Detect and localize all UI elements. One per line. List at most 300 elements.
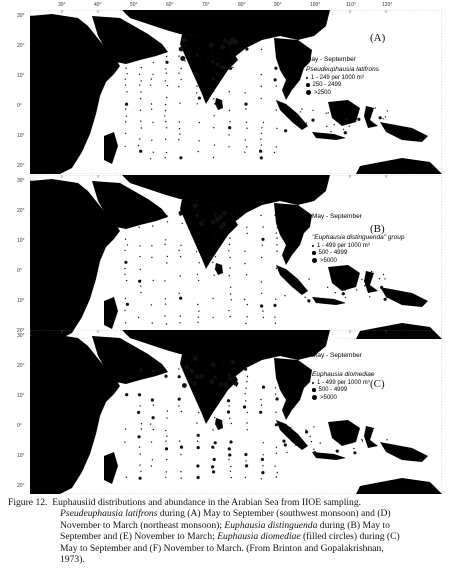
legend-row [306, 82, 379, 88]
station-dot [383, 118, 384, 119]
station-dot [345, 297, 346, 298]
station-dot [289, 281, 290, 282]
station-dot [232, 55, 233, 56]
station-dot [305, 429, 306, 430]
station-dot [212, 78, 215, 81]
station-dot [386, 439, 387, 440]
dot-large-icon [312, 258, 317, 263]
station-dot [276, 397, 279, 400]
dot-medium-icon [306, 83, 310, 87]
station-dot [178, 139, 179, 140]
station-dot [277, 376, 278, 377]
station-dot [151, 78, 152, 79]
caption-text: 1973). [60, 554, 85, 566]
station-dot [334, 124, 335, 125]
station-dot [274, 78, 277, 81]
station-dot [220, 45, 225, 50]
station-dot [185, 202, 186, 203]
caption-species: Euphausia distinguenda [224, 519, 318, 531]
station-dot [245, 139, 246, 140]
station-dot [124, 261, 127, 264]
legend-season: May - September [306, 56, 356, 63]
station-dot [229, 227, 230, 228]
caption-line [60, 508, 452, 519]
new-guinea-landmass [380, 122, 428, 142]
station-dot [165, 157, 166, 158]
station-dot [216, 377, 217, 378]
station-dot [222, 60, 223, 61]
station-dot [198, 97, 201, 100]
station-dot [205, 370, 206, 371]
station-dot [276, 146, 277, 147]
station-dot [151, 108, 152, 109]
station-dot [361, 279, 362, 280]
station-dot [244, 299, 245, 300]
station-dot [140, 471, 141, 472]
longitude-tick-label: 120° [382, 2, 393, 8]
station-dot [166, 459, 167, 460]
station-dot [274, 152, 275, 153]
station-dot [233, 39, 238, 44]
station-dot [181, 68, 182, 69]
station-dot [165, 104, 166, 105]
station-dot [126, 303, 129, 306]
station-dot [295, 445, 296, 446]
station-dot [379, 116, 382, 119]
station-dot [230, 359, 235, 364]
station-dot [261, 238, 264, 241]
station-dot [153, 429, 154, 430]
station-dot [244, 251, 245, 252]
station-dot [217, 361, 218, 362]
station-dot [357, 118, 360, 121]
station-dot [219, 225, 224, 230]
station-dot [214, 239, 215, 240]
station-dot [140, 285, 141, 286]
station-dot [245, 477, 246, 478]
station-dot [262, 465, 263, 466]
station-dot [182, 208, 183, 209]
station-dot [384, 278, 385, 279]
station-dot [305, 430, 308, 433]
station-dot [213, 127, 214, 128]
station-dot [197, 446, 200, 449]
dot-small-icon [306, 77, 308, 79]
station-dot [261, 478, 262, 479]
map-panel-b [30, 175, 442, 339]
legend-text: 500 - 4999 [318, 387, 348, 393]
station-dot [124, 442, 125, 443]
station-dot [166, 127, 167, 128]
station-dot [349, 272, 350, 273]
map-c-svg [30, 330, 442, 494]
caption-text: (filled circles) during (C) [300, 531, 400, 543]
station-dot [212, 470, 215, 473]
station-dot [140, 121, 141, 122]
station-dot [125, 146, 126, 147]
station-dot [214, 233, 215, 234]
station-dot [207, 227, 208, 228]
station-dot [140, 110, 141, 111]
station-dot [178, 398, 181, 401]
station-dot [197, 62, 198, 63]
station-dot [214, 144, 215, 145]
station-dot [138, 376, 139, 377]
station-dot [245, 464, 248, 467]
station-dot [181, 411, 182, 412]
station-dot [139, 74, 140, 75]
station-dot [273, 304, 276, 307]
dot-large-icon [306, 90, 311, 95]
station-dot [275, 394, 276, 395]
station-dot [197, 476, 200, 479]
station-dot [196, 92, 197, 93]
station-dot [229, 238, 230, 239]
station-dot [282, 440, 285, 443]
station-dot [196, 54, 199, 57]
latitude-tick-label: 30° [17, 333, 25, 339]
station-dot [261, 293, 262, 294]
station-dot [226, 208, 227, 209]
panel-label: (A) [370, 32, 386, 44]
station-dot [199, 374, 204, 379]
madagascar-landmass [104, 452, 118, 484]
sulawesi-landmass [364, 271, 378, 293]
station-dot [214, 417, 215, 418]
station-dot [385, 116, 386, 117]
station-dot [260, 156, 263, 159]
station-dot [166, 471, 167, 472]
longitude-tick-label: 70° [202, 2, 210, 8]
station-dot [275, 423, 278, 426]
station-dot [217, 387, 218, 388]
station-dot [151, 257, 152, 258]
station-dot [276, 476, 277, 477]
station-dot [203, 220, 204, 221]
station-dot [306, 122, 307, 123]
station-dot [212, 50, 213, 51]
station-dot [166, 417, 167, 418]
station-dot [125, 108, 126, 109]
station-dot [301, 108, 302, 109]
station-dot [126, 376, 127, 377]
station-dot [126, 91, 127, 92]
station-dot [343, 129, 344, 130]
station-dot [139, 227, 140, 228]
station-dot [246, 146, 247, 147]
station-dot [216, 232, 217, 233]
caption-species: Euphausia diomediae [217, 531, 301, 543]
legend-text: >5000 [320, 394, 337, 401]
indochina-landmass [274, 358, 312, 420]
station-dot [209, 203, 210, 204]
station-dot [196, 85, 197, 86]
station-dot [380, 286, 383, 289]
station-dot [184, 45, 185, 46]
station-dot [202, 220, 203, 221]
station-dot [220, 65, 225, 70]
station-dot [138, 317, 139, 318]
station-dot [151, 304, 152, 305]
station-dot [336, 450, 339, 453]
station-dot [277, 472, 278, 473]
station-dot [215, 269, 216, 270]
station-dot [213, 458, 216, 461]
legend-text: >5000 [320, 257, 337, 264]
station-dot [371, 271, 372, 272]
sumatra-landmass [276, 265, 308, 295]
java-landmass [312, 297, 346, 305]
station-dot [179, 47, 184, 52]
station-dot [326, 126, 327, 127]
station-dot [213, 91, 214, 92]
station-dot [214, 375, 217, 378]
legend-text: 1 - 499 per 1000 m³ [317, 242, 370, 249]
station-dot [227, 387, 228, 388]
station-dot [231, 423, 232, 424]
station-dot [262, 386, 265, 389]
station-dot [357, 107, 358, 108]
station-dot [274, 67, 277, 70]
caption-line [60, 520, 452, 531]
madagascar-landmass [104, 132, 118, 164]
caption-text: Euphausiid distributions and abundance in the Arabian Sea from IIOE sampling. [52, 497, 362, 508]
station-dot [198, 311, 199, 312]
station-dot [178, 375, 181, 378]
station-dot [262, 310, 263, 311]
latitude-tick-label: 10° [17, 238, 25, 244]
latitude-tick-label: 10° [17, 298, 25, 304]
station-dot [179, 121, 180, 122]
station-dot [212, 429, 213, 430]
station-dot [361, 439, 362, 440]
station-dot [386, 128, 387, 129]
station-dot [348, 106, 349, 107]
sulawesi-landmass [364, 106, 378, 128]
station-dot [195, 214, 198, 217]
legend-text: 500 - 4999 [318, 250, 348, 256]
station-dot [229, 55, 230, 56]
station-dot [164, 115, 165, 116]
sri-lanka-landmass [215, 418, 223, 430]
station-dot [235, 378, 236, 379]
latitude-tick-label: 30° [17, 13, 25, 19]
station-dot [230, 52, 231, 53]
station-dot [186, 213, 187, 214]
sri-lanka-landmass [215, 263, 223, 275]
station-dot [228, 459, 229, 460]
station-dot [231, 223, 232, 224]
station-dot [219, 382, 224, 387]
station-dot [151, 465, 152, 466]
station-dot [179, 440, 180, 441]
longitude-tick-label: 60° [166, 2, 174, 8]
new-guinea-landmass [380, 442, 428, 462]
station-dot [151, 140, 152, 141]
station-dot [197, 103, 198, 104]
station-dot [228, 376, 233, 381]
station-dot [184, 365, 189, 370]
station-dot [218, 40, 219, 41]
station-dot [196, 245, 197, 246]
station-dot [224, 382, 229, 387]
station-dot [153, 62, 154, 63]
station-dot [245, 460, 246, 461]
dot-small-icon [312, 245, 314, 247]
station-dot [125, 84, 126, 85]
caption-text: May to September and (F) November to March. (From Brinton and Gopalakrishnan, [60, 542, 384, 554]
panel-label: (C) [370, 378, 385, 390]
station-dot [222, 362, 223, 363]
station-dot [276, 244, 277, 245]
sumatra-landmass [276, 420, 308, 450]
caption-species: Pseudeuphausia latifrons [60, 508, 158, 520]
station-dot [180, 446, 183, 449]
station-dot [214, 103, 215, 104]
station-dot [246, 128, 247, 129]
station-dot [180, 275, 181, 276]
station-dot [276, 128, 277, 129]
station-dot [261, 471, 264, 474]
station-dot [276, 447, 277, 448]
map-legend [312, 213, 404, 264]
station-dot [199, 122, 200, 123]
borneo-landmass [328, 420, 360, 446]
station-dot [124, 310, 125, 311]
station-dot [230, 316, 231, 317]
station-dot [276, 453, 277, 454]
legend-species: Pseudeuphausia latifrons [306, 66, 379, 73]
station-dot [228, 146, 229, 147]
station-dot [244, 453, 247, 456]
caption-line [8, 497, 452, 508]
station-dot [141, 428, 142, 429]
station-dot [247, 316, 248, 317]
station-dot [311, 441, 312, 442]
dot-small-icon [312, 382, 314, 384]
legend-row [312, 258, 404, 264]
station-dot [152, 416, 155, 419]
station-dot [274, 215, 275, 216]
station-dot [228, 405, 229, 406]
station-dot [214, 441, 217, 444]
station-dot [141, 127, 142, 128]
station-dot [212, 298, 213, 299]
station-dot [197, 274, 198, 275]
station-dot [369, 296, 370, 297]
longitude-tick-label: 80° [238, 2, 246, 8]
station-dot [310, 436, 311, 437]
station-dot [125, 62, 126, 63]
station-dot [166, 56, 167, 57]
caption-line [60, 554, 452, 565]
station-dot [230, 466, 231, 467]
panel-label: (B) [370, 223, 385, 235]
station-dot [211, 362, 216, 367]
station-dot [153, 152, 154, 153]
station-dot [198, 140, 199, 141]
station-dot [180, 316, 181, 317]
station-dot [349, 126, 350, 127]
caption-text: during (A) May to September (southwest monsoon) and (D) [157, 508, 391, 520]
station-dot [214, 211, 215, 212]
station-dot [223, 364, 224, 365]
station-dot [229, 275, 230, 276]
station-dot [140, 405, 141, 406]
legend-season: May - September [312, 352, 362, 359]
station-dot [233, 368, 234, 369]
station-dot [197, 233, 198, 234]
station-dot [228, 134, 229, 135]
station-dot [164, 315, 165, 316]
station-dot [227, 410, 230, 413]
latitude-tick-label: 10° [17, 73, 25, 79]
station-dot [216, 212, 217, 213]
station-dot [275, 323, 276, 324]
station-dot [247, 412, 248, 413]
latitude-tick-label: 0° [17, 423, 22, 429]
station-dot [227, 211, 228, 212]
station-dot [152, 459, 153, 460]
station-dot [165, 430, 166, 431]
borneo-landmass [328, 265, 360, 291]
station-dot [315, 455, 316, 456]
station-dot [193, 356, 198, 361]
station-dot [167, 215, 168, 216]
latitude-tick-label: 20° [17, 208, 25, 214]
dot-medium-icon [312, 251, 316, 255]
station-dot [260, 139, 261, 140]
station-dot [194, 223, 195, 224]
station-dot [212, 262, 213, 263]
station-dot [140, 269, 141, 270]
australia-landmass [356, 478, 442, 494]
station-dot [178, 86, 179, 87]
station-dot [276, 109, 277, 110]
station-dot [213, 227, 214, 228]
station-dot [367, 441, 370, 444]
station-dot [139, 446, 140, 447]
station-dot [286, 452, 287, 453]
station-dot [166, 152, 167, 153]
station-dot [138, 393, 141, 396]
legend-species: "Euphausia distinguenda" group [312, 234, 405, 241]
station-dot [229, 440, 232, 443]
station-dot [127, 244, 128, 245]
station-dot [198, 412, 199, 413]
station-dot [244, 368, 247, 371]
station-dot [201, 61, 202, 62]
station-dot [228, 220, 229, 221]
station-dot [357, 431, 358, 432]
station-dot [207, 60, 208, 61]
station-dot [165, 447, 168, 450]
station-dot [124, 250, 125, 251]
caption-line [60, 531, 452, 542]
station-dot [195, 366, 196, 367]
station-dot [247, 304, 248, 305]
station-dot [126, 477, 127, 478]
station-dot [178, 368, 179, 369]
station-dot [196, 422, 197, 423]
station-dot [151, 441, 152, 442]
legend-row [312, 387, 375, 393]
station-dot [375, 107, 376, 108]
station-dot [179, 133, 180, 134]
latitude-tick-label: 20° [17, 363, 25, 369]
station-dot [232, 67, 233, 68]
station-dot [225, 207, 226, 208]
